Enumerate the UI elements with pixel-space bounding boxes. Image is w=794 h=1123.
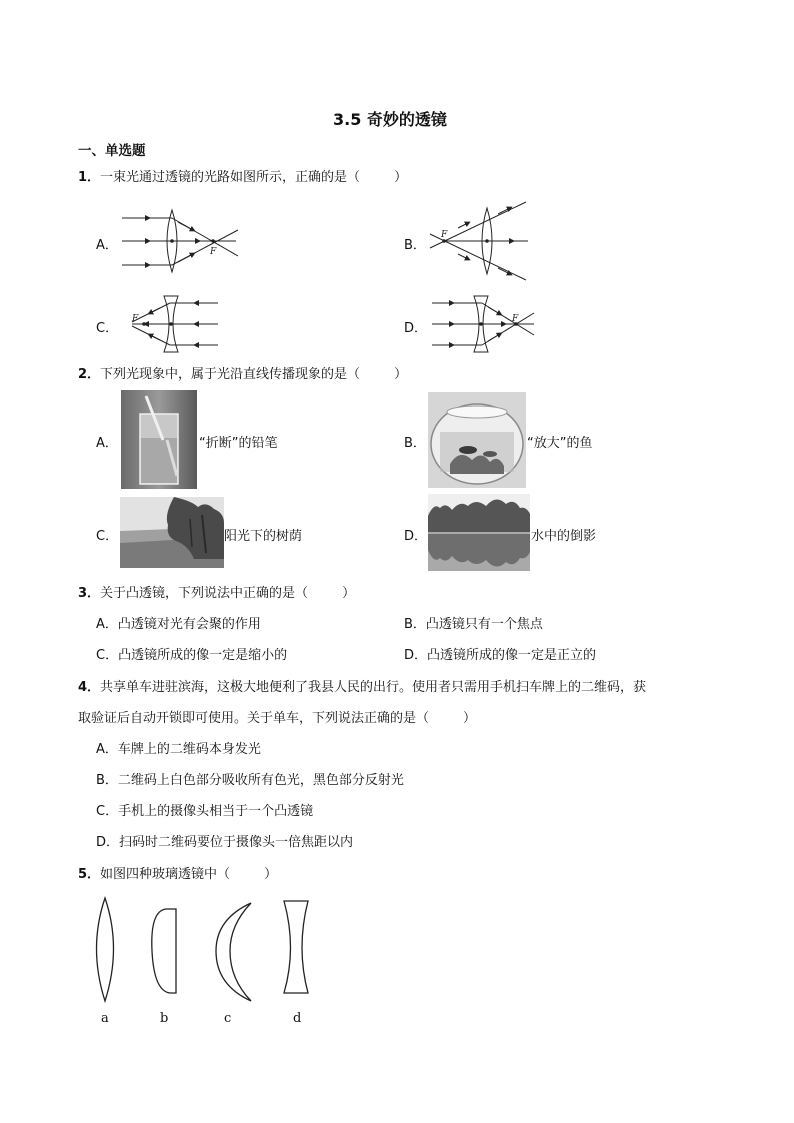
photo-pencil-in-glass <box>121 390 197 489</box>
question-close: ） <box>463 711 477 726</box>
option-d[interactable] <box>404 644 596 663</box>
question-4-line-2 <box>78 707 476 726</box>
option-d-text: 水中的倒影 <box>531 529 597 544</box>
question-stem: 关于凸透镜，下列说法中正确的是（ <box>100 586 309 601</box>
question-number: 4． <box>78 680 101 695</box>
option-c[interactable] <box>96 800 313 819</box>
option-b-text: “放大”的鱼 <box>527 436 593 451</box>
option-text: 扫码时二维码要位于摄像头一倍焦距以内 <box>119 835 354 850</box>
option-c-text: 阳光下的树荫 <box>224 529 303 544</box>
question-stem: 取验证后自动开锁即可使用。关于单车，下列说法正确的是（ <box>78 711 430 726</box>
option-text: 二维码上白色部分吸收所有色光，黑色部分反射光 <box>117 773 404 788</box>
section-heading: 一、单选题 <box>78 143 146 159</box>
diagram-q5-four-lenses <box>90 893 330 1005</box>
option-letter: C． <box>96 804 119 819</box>
question-stem: 如图四种玻璃透镜中（ <box>100 867 231 882</box>
lens-label-a: a <box>101 1011 109 1026</box>
option-letter: A． <box>96 617 118 632</box>
lens-label-b: b <box>160 1011 169 1026</box>
photo-tree-shade <box>120 497 224 568</box>
option-letter: B． <box>404 617 426 632</box>
option-text: 凸透镜所成的像一定是正立的 <box>427 648 597 663</box>
option-c-letter[interactable]: C． <box>96 321 119 336</box>
page-title: 3.5 奇妙的透镜 <box>333 110 447 129</box>
lens-b-planoconvex <box>152 909 176 993</box>
option-text: 手机上的摄像头相当于一个凸透镜 <box>118 804 314 819</box>
focus-label-b: F <box>441 230 448 240</box>
option-b-letter[interactable]: B． <box>404 436 426 451</box>
option-letter: A． <box>96 742 118 757</box>
question-stem: 一束光通过透镜的光路如图所示，正确的是（ <box>100 170 361 185</box>
option-text: 凸透镜所成的像一定是缩小的 <box>118 648 288 663</box>
option-a-letter[interactable]: A． <box>96 238 118 253</box>
option-b[interactable] <box>404 613 543 632</box>
diagram-q1-d-concave-lens <box>428 295 538 353</box>
option-d[interactable] <box>96 831 353 850</box>
question-number: 3． <box>78 586 101 601</box>
option-c-letter[interactable]: C． <box>96 529 119 544</box>
diagram-q1-b-convex-lens <box>428 200 533 282</box>
option-text: 车牌上的二维码本身发光 <box>117 742 261 757</box>
question-5 <box>78 863 277 882</box>
diagram-q1-a-convex-lens <box>118 208 243 270</box>
lens-c-meniscus <box>216 903 251 1001</box>
question-close: ） <box>342 586 356 601</box>
focus-label-a: F <box>210 247 217 257</box>
question-number: 2． <box>78 367 101 382</box>
option-text: 凸透镜对光有会聚的作用 <box>117 617 261 632</box>
option-b[interactable] <box>96 769 404 788</box>
question-number: 5． <box>78 867 101 882</box>
diagram-q1-c-concave-lens <box>118 295 228 353</box>
focus-label-c: F <box>132 314 139 324</box>
lens-a-biconvex <box>97 898 114 1001</box>
lens-d-biconcave <box>284 901 308 993</box>
question-1 <box>78 166 407 185</box>
photo-fish-bowl <box>428 392 526 488</box>
option-a-text: “折断”的铅笔 <box>199 436 278 451</box>
option-a-letter[interactable]: A． <box>96 436 118 451</box>
lens-label-c: c <box>224 1011 232 1026</box>
question-3 <box>78 582 355 601</box>
question-stem: 下列光现象中，属于光沿直线传播现象的是（ <box>100 367 361 382</box>
option-c[interactable] <box>96 644 287 663</box>
photo-water-reflection <box>428 494 530 571</box>
option-d-letter[interactable]: D． <box>404 529 428 544</box>
option-a[interactable] <box>96 613 261 632</box>
question-4-line-1 <box>78 676 646 695</box>
option-letter: C． <box>96 648 119 663</box>
question-close: ） <box>264 867 278 882</box>
question-close: ） <box>394 170 408 185</box>
focus-label-d: F <box>512 314 519 324</box>
option-a[interactable] <box>96 738 261 757</box>
option-d-letter[interactable]: D． <box>404 321 428 336</box>
question-number: 1． <box>78 170 101 185</box>
option-letter: D． <box>404 648 428 663</box>
question-close: ） <box>394 367 408 382</box>
option-b-letter[interactable]: B． <box>404 238 426 253</box>
option-text: 凸透镜只有一个焦点 <box>425 617 543 632</box>
option-letter: B． <box>96 773 118 788</box>
question-2 <box>78 363 407 382</box>
question-stem: 共享单车进驻滨海，这极大地便利了我县人民的出行。使用者只需用手机扫车牌上的二维码，获 <box>100 680 647 695</box>
lens-label-d: d <box>293 1011 302 1026</box>
option-letter: D． <box>96 835 120 850</box>
